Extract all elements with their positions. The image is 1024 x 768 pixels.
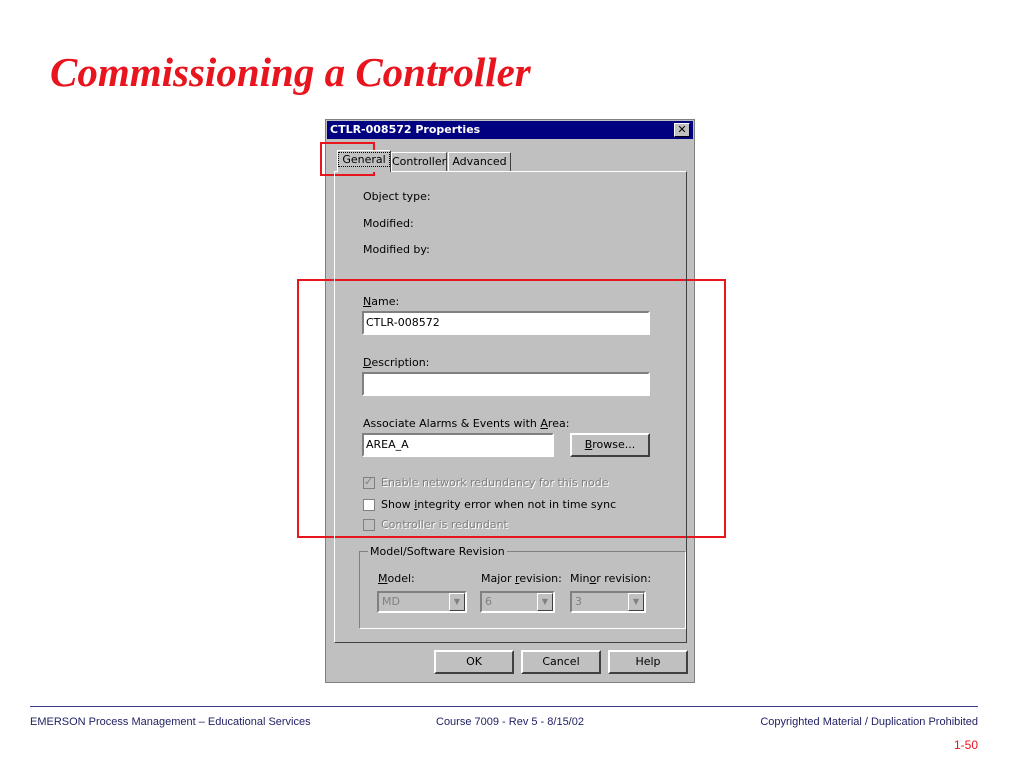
minor-label-rest: r revision: bbox=[596, 572, 652, 585]
model-label bbox=[378, 572, 415, 585]
minor-value: 3 bbox=[575, 595, 582, 608]
tab-general-label: General bbox=[338, 152, 389, 167]
major-label-rest: evision: bbox=[519, 572, 562, 585]
modified-by-label: Modified by: bbox=[363, 243, 430, 256]
slide-title: Commissioning a Controller bbox=[50, 49, 531, 95]
major-revision-label bbox=[481, 572, 562, 585]
browse-button[interactable] bbox=[570, 433, 650, 457]
name-label bbox=[363, 295, 399, 308]
name-field[interactable]: CTLR-008572 bbox=[362, 311, 650, 335]
modified-label: Modified: bbox=[363, 217, 414, 230]
object-type-label: Object type: bbox=[363, 190, 431, 203]
area-label-mnemonic: A bbox=[540, 417, 548, 430]
dialog-title: CTLR-008572 Properties bbox=[330, 123, 481, 136]
area-label-pre: Associate Alarms & Events with bbox=[363, 417, 541, 430]
browse-mnemonic: B bbox=[584, 438, 593, 451]
footer-left: EMERSON Process Management – Educational Services bbox=[30, 716, 311, 728]
tab-advanced[interactable]: Advanced bbox=[448, 152, 511, 172]
checkmark-icon: ✓ bbox=[364, 475, 374, 488]
model-label-rest: odel: bbox=[387, 572, 415, 585]
description-label-mnemonic: D bbox=[363, 356, 372, 369]
show-integrity-pre: Show bbox=[381, 498, 415, 511]
minor-revision-label bbox=[570, 572, 651, 585]
major-label-mnemonic: r bbox=[515, 572, 520, 585]
cancel-button[interactable]: Cancel bbox=[521, 650, 601, 674]
show-integrity-error-label[interactable] bbox=[381, 498, 616, 511]
minor-revision-select bbox=[570, 591, 646, 613]
model-value: MD bbox=[382, 595, 400, 608]
ok-button[interactable]: OK bbox=[434, 650, 514, 674]
minor-label-mnemonic: o bbox=[589, 572, 597, 585]
show-integrity-error-checkbox[interactable] bbox=[363, 499, 375, 511]
model-software-revision-group bbox=[359, 551, 686, 629]
chevron-down-icon: ▼ bbox=[537, 593, 553, 611]
name-label-mnemonic: N bbox=[363, 295, 372, 308]
enable-redundancy-label: Enable network redundancy for this node bbox=[381, 476, 609, 489]
close-icon[interactable]: ✕ bbox=[674, 123, 690, 137]
controller-redundant-checkbox bbox=[363, 519, 375, 531]
tab-general[interactable] bbox=[337, 150, 391, 172]
footer-divider bbox=[30, 706, 978, 707]
show-integrity-mnemonic: i bbox=[414, 498, 418, 511]
major-value: 6 bbox=[485, 595, 492, 608]
page-number: 1-50 bbox=[953, 738, 978, 752]
area-label bbox=[363, 417, 569, 430]
controller-redundant-label: Controller is redundant bbox=[381, 518, 508, 531]
description-label bbox=[363, 356, 429, 369]
description-label-rest: escription: bbox=[371, 356, 430, 369]
browse-rest: rowse... bbox=[592, 438, 636, 451]
name-label-rest: ame: bbox=[371, 295, 400, 308]
show-integrity-rest: ntegrity error when not in time sync bbox=[417, 498, 617, 511]
chevron-down-icon: ▼ bbox=[449, 593, 465, 611]
dialog-title-bar[interactable] bbox=[327, 121, 693, 139]
minor-label-pre: Min bbox=[570, 572, 590, 585]
major-label-pre: Major bbox=[481, 572, 516, 585]
area-field[interactable]: AREA_A bbox=[362, 433, 554, 457]
footer-right: Copyrighted Material / Duplication Prohibited bbox=[760, 716, 978, 728]
enable-redundancy-checkbox bbox=[363, 477, 375, 489]
chevron-down-icon: ▼ bbox=[628, 593, 644, 611]
footer-center: Course 7009 - Rev 5 - 8/15/02 bbox=[436, 716, 584, 728]
model-select bbox=[377, 591, 467, 613]
area-label-rest: rea: bbox=[547, 417, 570, 430]
major-revision-select bbox=[480, 591, 555, 613]
revision-group-title: Model/Software Revision bbox=[370, 545, 505, 558]
help-button[interactable]: Help bbox=[608, 650, 688, 674]
model-label-mnemonic: M bbox=[378, 572, 388, 585]
tab-controller[interactable]: Controller bbox=[391, 152, 447, 172]
description-field[interactable] bbox=[362, 372, 650, 396]
properties-dialog bbox=[325, 119, 695, 683]
